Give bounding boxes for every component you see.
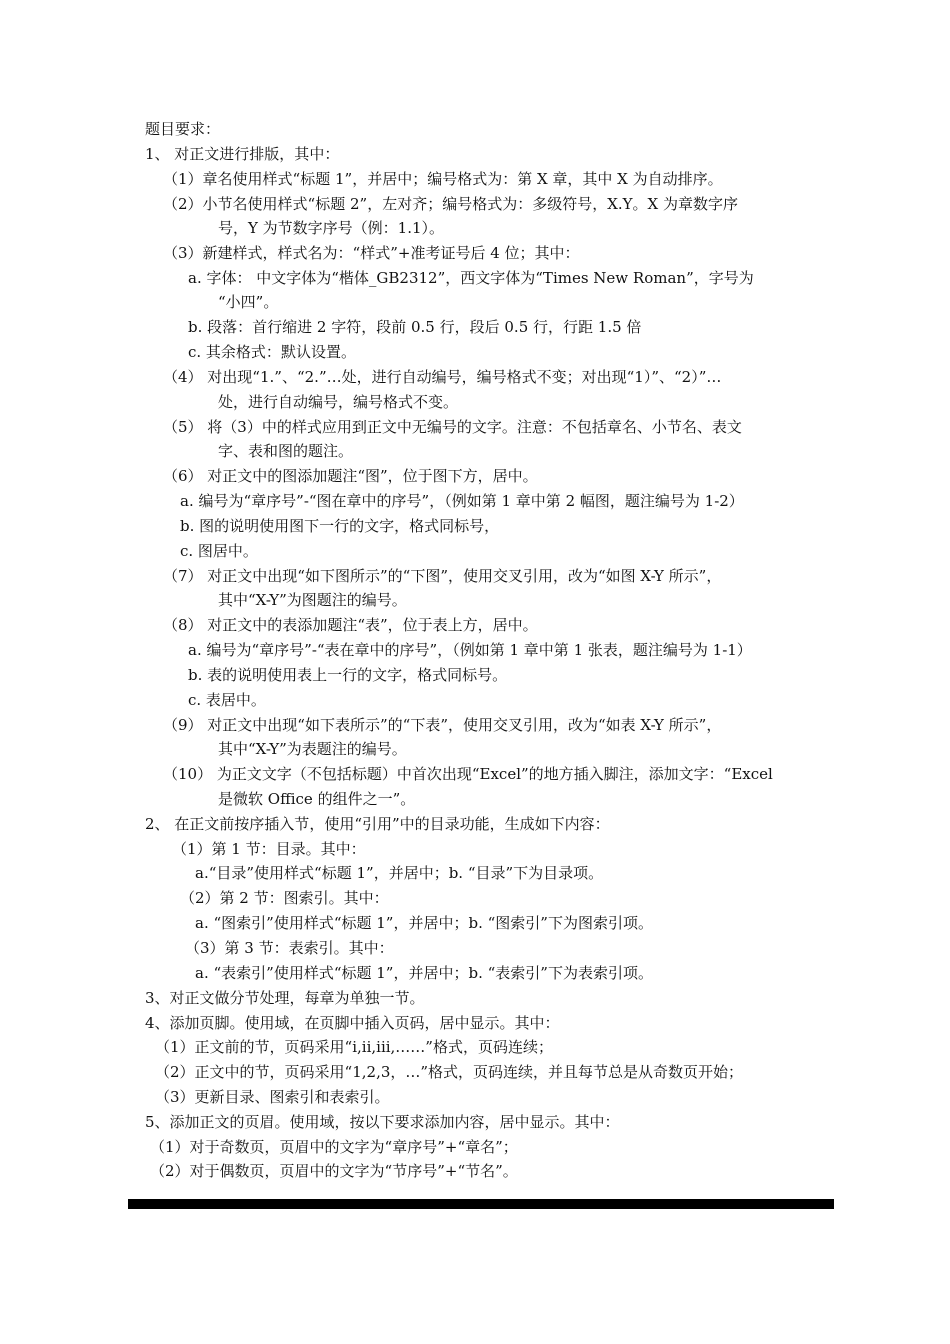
item-2-1: （1）第 1 节：目录。其中： [172, 840, 366, 858]
item-2-3: （3）第 3 节：表索引。其中： [185, 939, 394, 957]
item-1-3-c: c. 其余格式：默认设置。 [188, 343, 356, 361]
section-2-heading: 2、 在正文前按序插入节，使用“引用”中的目录功能，生成如下内容： [145, 815, 610, 833]
item-1-1: （1）章名使用样式“标题 1”，并居中；编号格式为：第 X 章，其中 X 为自动排序。 [163, 170, 723, 188]
section-5-heading: 5、添加正文的页眉。使用域，按以下要求添加内容，居中显示。其中： [145, 1113, 620, 1131]
item-1-3-a: a. 字体： 中文字体为“楷体_GB2312”，西文字体为“Times New Roman”，字号为 [188, 269, 754, 287]
item-1-10-cont: 是微软 Office 的组件之一”。 [218, 790, 416, 808]
item-1-6-a: a. 编号为“章序号”-“图在章中的序号”，（例如第 1 章中第 2 幅图，题注编号为 1-2） [180, 492, 744, 510]
item-2-1-a: a.“目录”使用样式“标题 1”，并居中；b. “目录”下为目录项。 [195, 864, 604, 882]
item-1-9: （9） 对正文中出现“如下表所示”的“下表”，使用交叉引用，改为“如表 X-Y 所示”， [163, 716, 722, 734]
item-1-5: （5） 将（3）中的样式应用到正文中无编号的文字。注意：不包括章名、小节名、表文 [163, 418, 742, 436]
item-1-4-cont: 处，进行自动编号，编号格式不变。 [218, 393, 459, 411]
footer-rule [128, 1199, 834, 1209]
item-1-8-b: b. 表的说明使用表上一行的文字，格式同标号。 [188, 666, 508, 684]
section-4-heading: 4、添加页脚。使用域，在页脚中插入页码，居中显示。其中： [145, 1014, 560, 1032]
item-2-2: （2）第 2 节：图索引。其中： [180, 889, 389, 907]
item-4-1: （1）正文前的节，页码采用“i,ii,iii,……”格式，页码连续； [155, 1038, 553, 1056]
section-3-heading: 3、对正文做分节处理，每章为单独一节。 [145, 989, 425, 1007]
item-1-3-b: b. 段落：首行缩进 2 字符，段前 0.5 行，段后 0.5 行，行距 1.5 倍 [188, 318, 642, 336]
item-1-8: （8） 对正文中的表添加题注“表”，位于表上方，居中。 [163, 616, 538, 634]
item-2-2-a: a. “图索引”使用样式“标题 1”，并居中；b. “图索引”下为图索引项。 [195, 914, 653, 932]
item-1-10: （10） 为正文文字（不包括标题）中首次出现“Excel”的地方插入脚注，添加文字：“Excel [163, 765, 773, 783]
section-1-heading: 1、 对正文进行排版，其中： [145, 145, 340, 163]
item-5-1: （1）对于奇数页，页眉中的文字为“章序号”+“章名”； [150, 1138, 518, 1156]
item-1-6-c: c. 图居中。 [180, 542, 258, 560]
item-4-2: （2）正文中的节，页码采用“1,2,3，…”格式，页码连续，并且每节总是从奇数页开始； [155, 1063, 744, 1081]
item-1-9-cont: 其中“X-Y”为表题注的编号。 [218, 740, 407, 758]
doc-title: 题目要求： [145, 120, 221, 138]
item-4-3: （3）更新目录、图索引和表索引。 [155, 1088, 390, 1106]
item-1-6: （6） 对正文中的图添加题注“图”，位于图下方，居中。 [163, 467, 538, 485]
item-1-2: （2）小节名使用样式“标题 2”，左对齐；编号格式为：多级符号，X.Y。X 为章数字序 [163, 195, 738, 213]
item-1-8-a: a. 编号为“章序号”-“表在章中的序号”，（例如第 1 章中第 1 张表，题注编号为 1-1） [188, 641, 752, 659]
item-1-3-a-cont: “小四”。 [218, 293, 279, 311]
item-2-3-a: a. “表索引”使用样式“标题 1”，并居中；b. “表索引”下为表索引项。 [195, 964, 653, 982]
item-1-6-b: b. 图的说明使用图下一行的文字，格式同标号， [180, 517, 500, 535]
item-1-7-cont: 其中“X-Y”为图题注的编号。 [218, 591, 407, 609]
item-1-5-cont: 字、表和图的题注。 [218, 442, 354, 460]
item-1-7: （7） 对正文中出现“如下图所示”的“下图”，使用交叉引用，改为“如图 X-Y 所示”， [163, 567, 722, 585]
item-5-2: （2）对于偶数页，页眉中的文字为“节序号”+“节名”。 [150, 1162, 518, 1180]
item-1-4: （4） 对出现“1.”、“2.”…处，进行自动编号，编号格式不变；对出现“1）”、“2）”… [163, 368, 722, 386]
item-1-8-c: c. 表居中。 [188, 691, 266, 709]
item-1-3: （3）新建样式，样式名为：“样式”+准考证号后 4 位；其中： [163, 244, 580, 262]
item-1-2-cont: 号，Y 为节数字序号（例：1.1）。 [218, 219, 445, 237]
